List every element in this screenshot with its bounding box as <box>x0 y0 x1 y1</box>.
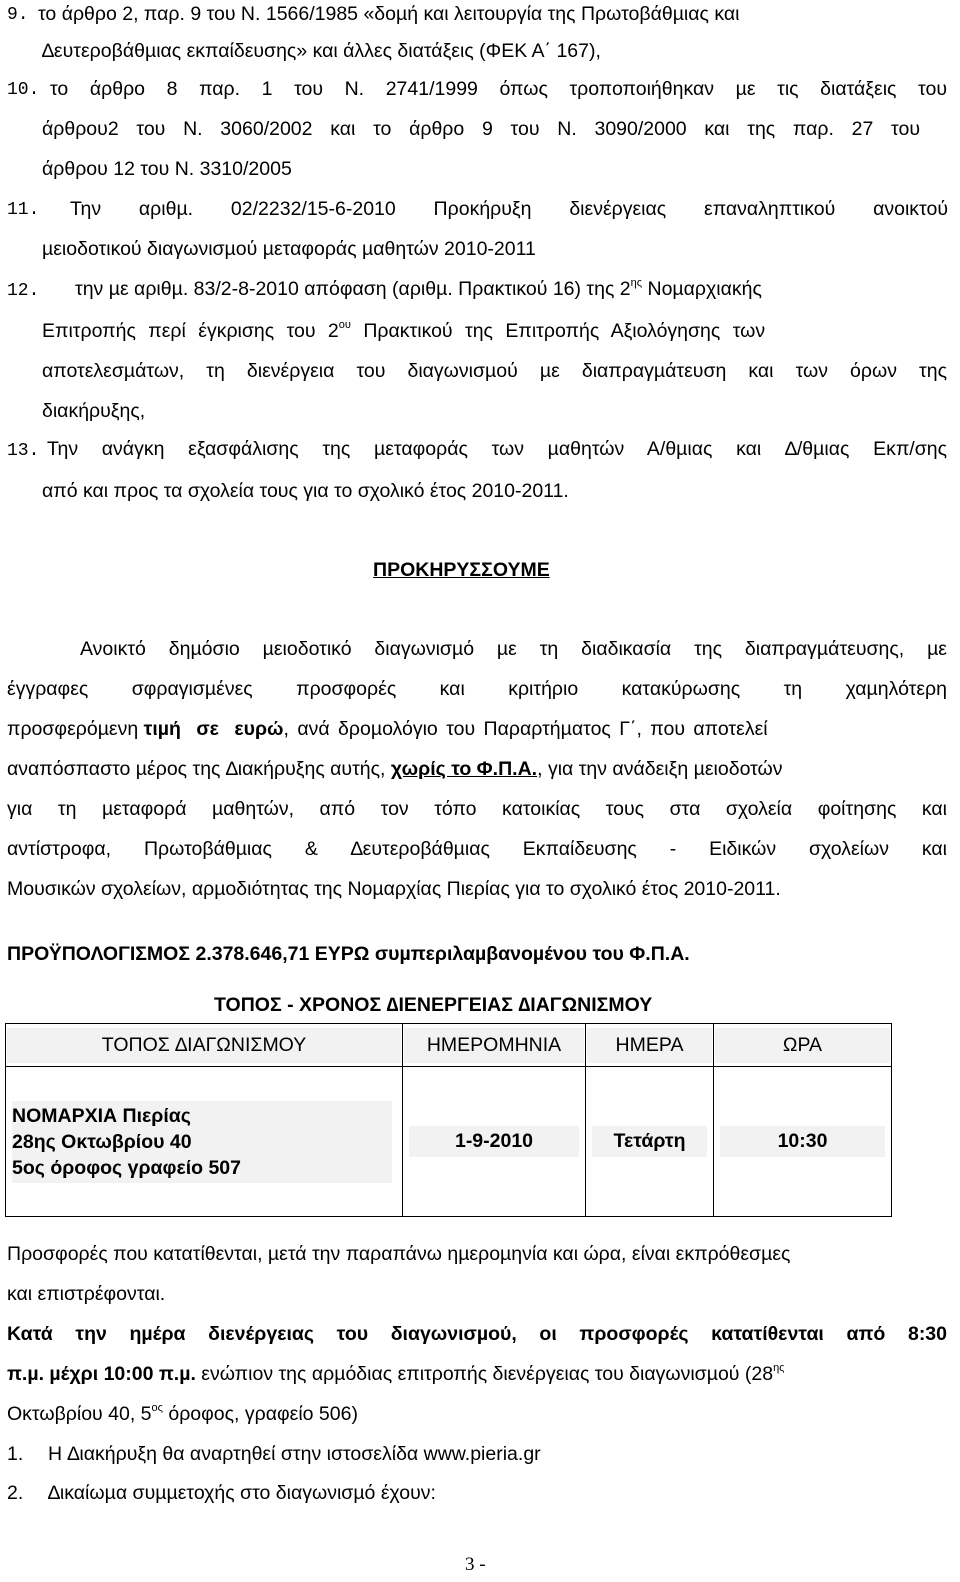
list-item: ∆ικαίωµα συµµετοχής στο διαγωνισµό έχουν: <box>48 1482 436 1504</box>
place-line: 28ης Οκτωβρίου 40 <box>12 1130 192 1153</box>
note-line: Προσφορές που κατατίθενται, µετά την παραπάνω ηµεροµηνία και ώρα, είναι εκπρόθεσµες <box>7 1243 791 1265</box>
item-text: το άρθρο 2, παρ. 9 του Ν. 1566/1985 «δοµή και λειτουργία της Πρωτοβάθµιας και <box>38 3 740 25</box>
item-number: 12. <box>7 281 40 301</box>
header-cell: ΗΜΕΡΟΜΗΝΙΑ <box>403 1024 586 1067</box>
item-number: 9. <box>7 5 29 25</box>
item-text: µειοδοτικού διαγωνισµού µεταφοράς µαθητών 2010-2011 <box>42 238 536 260</box>
body-line: προσφερόµενη τιµή σε ευρώ, ανά δροµολόγιο του Παραρτήµατος Γ΄, που αποτελεί <box>7 718 768 740</box>
item-text: διακήρυξης, <box>42 400 146 422</box>
schedule-table <box>5 1023 892 1217</box>
body-line: για τη µεταφορά µαθητών, από τον τόπο κατοικίας τους στα σχολεία φοίτησης και <box>7 798 947 820</box>
item-text: Την αριθµ. 02/2232/15-6-2010 Προκήρυξη διενέργειας επαναληπτικού ανοικτού <box>70 198 948 220</box>
time-cell: 10:30 <box>714 1067 892 1217</box>
header-cell: ΤΟΠΟΣ ∆ΙΑΓΩΝΙΣΜΟΥ <box>6 1024 403 1067</box>
item-text: άρθρου2 του Ν. 3060/2002 και το άρθρο 9 του Ν. 3090/2000 και της παρ. 27 του <box>42 118 920 140</box>
body-line: Μουσικών σχολείων, αρµοδιότητας της Νοµαρχίας Πιερίας για το σχολικό έτος 2010-2011. <box>7 878 781 900</box>
table-row <box>6 1067 892 1217</box>
item-text: ∆ευτεροβάθµιας εκπαίδευσης» και άλλες διατάξεις (ΦΕΚ Α΄ 167), <box>42 40 601 62</box>
body-line: Ανοικτό δηµόσιο µειοδοτικό διαγωνισµό µε τη διαδικασία της διαπραγµάτευσης, µε <box>80 638 947 660</box>
table-header-row <box>6 1024 892 1067</box>
item-number: 11. <box>7 200 40 220</box>
place-time-title: ΤΟΠΟΣ - ΧΡΟΝΟΣ ∆ΙΕΝΕΡΓΕΙΑΣ ∆ΙΑΓΩΝΙΣΜΟΥ <box>214 994 653 1016</box>
item-text: την µε αριθµ. 83/2-8-2010 απόφαση (αριθµ. Πρακτικού 16) της $2^{\eta\varsigma}$ Νοµαρχιακής <box>75 277 762 300</box>
header-cell: ΩΡΑ <box>714 1024 892 1067</box>
item-number: 13. <box>7 441 40 461</box>
hours-line: Οκτωβρίου 40, $5^{o\varsigma}$ όροφος, γραφείο 506) <box>7 1402 358 1425</box>
body-line: έγγραφες σφραγισµένες προσφορές και κριτήριο κατακύρωσης τη χαµηλότερη <box>7 678 947 700</box>
place-cell <box>6 1067 403 1217</box>
item-text: από και προς τα σχολεία τους για το σχολικό έτος 2010-2011. <box>42 480 569 502</box>
item-text: άρθρου 12 του Ν. 3310/2005 <box>42 158 292 180</box>
item-text: αποτελεσµάτων, τη διενέργεια του διαγωνισµού µε διαπραγµάτευση και των όρων της <box>42 360 947 382</box>
place-line: 5ος όροφος γραφείο 507 <box>12 1156 242 1179</box>
hours-line: π.µ. µέχρι 10:00 π.µ. ενώπιον της αρµόδιας επιτροπής διενέργειας του διαγωνισµού ($28^{\eta\varsigma}$ <box>7 1362 785 1385</box>
day-cell: Τετάρτη <box>586 1067 714 1217</box>
list-item: Η ∆ιακήρυξη θα αναρτηθεί στην ιστοσελίδα www.pieria.gr <box>48 1443 541 1465</box>
item-text: Επιτροπής περί έγκρισης του $2^{o\upsilon}$ Πρακτικού της Επιτροπής Αξιολόγησης των <box>42 319 766 342</box>
item-text: το άρθρο 8 παρ. 1 του Ν. 2741/1999 όπως τροποποιήθηκαν µε τις διατάξεις του <box>50 78 947 100</box>
list-number: 2. <box>7 1482 24 1504</box>
budget-line: ΠΡΟΫΠΟΛΟΓΙΣΜΟΣ 2.378.646,71 ΕΥΡΩ συµπεριλαµβανοµένου του Φ.Π.Α. <box>7 943 690 965</box>
hours-line: Κατά την ηµέρα διενέργειας του διαγωνισµού, οι προσφορές κατατίθενται από 8:30 <box>7 1323 947 1345</box>
header-cell: ΗΜΕΡΑ <box>586 1024 714 1067</box>
item-number: 10. <box>7 80 40 100</box>
date-cell: 1-9-2010 <box>403 1067 586 1217</box>
place-line: ΝΟΜΑΡΧΙΑ Πιερίας <box>12 1104 191 1127</box>
body-line: αναπόσπαστο µέρος της ∆ιακήρυξης αυτής, χωρίς το Φ.Π.Α., για την ανάδειξη µειοδοτών <box>7 758 783 780</box>
item-text: Την ανάγκη εξασφάλισης της µεταφοράς των µαθητών Α/θµιας και ∆/θµιας Εκπ/σης <box>47 438 947 460</box>
page-number: 3 - <box>465 1554 486 1575</box>
body-line: αντίστροφα, Πρωτοβάθµιας & ∆ευτεροβάθµιας Εκπαίδευσης - Ειδικών σχολείων και <box>7 838 947 860</box>
list-number: 1. <box>7 1443 24 1465</box>
announce-title: ΠΡΟΚΗΡΥΣΣΟΥΜΕ <box>373 559 550 581</box>
note-line: και επιστρέφονται. <box>7 1283 166 1305</box>
